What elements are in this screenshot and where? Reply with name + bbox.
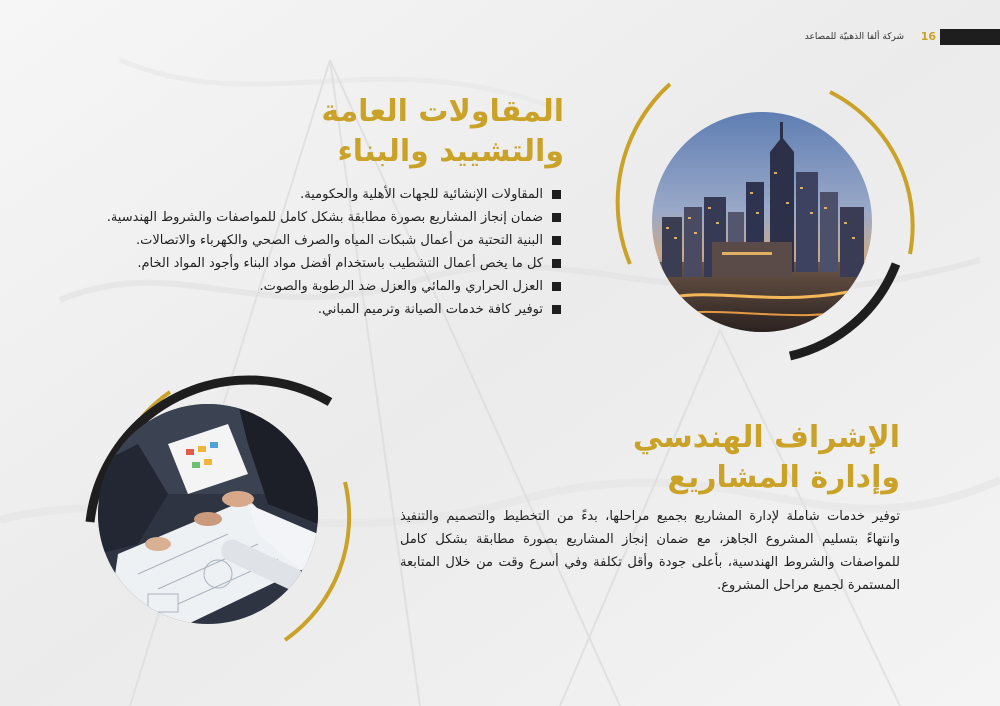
square-bullet-icon [552, 190, 561, 199]
section2-paragraph: توفير خدمات شاملة لإدارة المشاريع بجميع مراحلها، بدءً من التخطيط والتصميم والتنفيذ وانتهاءً بتسليم المشروع الجاهز، مع ضمان إنجاز المشاريع بصورة مطابقة بشكل كامل للمواصفات والشروط الهندسية، بأعلى جودة وأقل تكلفة وفي أسرع وقت من خلال المتابعة المستمرة لجميع مراحل المشروع. [400, 509, 900, 593]
list-item: ضمان إنجاز المشاريع بصورة مطابقة بشكل كامل للمواصفات والشروط الهندسية. [63, 206, 563, 229]
list-item: العزل الحراري والمائي والعزل ضد الرطوبة والصوت. [63, 275, 563, 298]
engineers-image [98, 404, 318, 624]
list-item: كل ما يخص أعمال التشطيب باستخدام أفضل مواد البناء وأجود المواد الخام. [63, 252, 563, 275]
section1-title [224, 92, 564, 172]
section1-title-line2: والتشييد والبناء [337, 134, 564, 169]
page-number: 16 [920, 30, 936, 43]
square-bullet-icon [552, 259, 561, 268]
list-item: توفير كافة خدمات الصيانة وترميم المباني. [63, 298, 563, 321]
page-header [760, 29, 1000, 45]
square-bullet-icon [552, 236, 561, 245]
header-dark-bar [940, 29, 1000, 45]
section1-title-line1: المقاولات العامة [321, 94, 564, 129]
section2-title-line1: الإشراف الهندسي [632, 420, 900, 455]
section2-title [560, 418, 900, 498]
company-name: شركة ألفا الذهبيّة للمصاعد [804, 32, 904, 42]
square-bullet-icon [552, 213, 561, 222]
list-item: البنية التحتية من أعمال شبكات المياه والصرف الصحي والكهرباء والاتصالات. [63, 229, 563, 252]
section2-title-line2: وإدارة المشاريع [667, 460, 900, 495]
square-bullet-icon [552, 282, 561, 291]
square-bullet-icon [552, 305, 561, 314]
section1-list [63, 183, 563, 321]
list-item: المقاولات الإنشائية للجهات الأهلية والحكومية. [63, 183, 563, 206]
city-skyline-image [652, 112, 872, 332]
